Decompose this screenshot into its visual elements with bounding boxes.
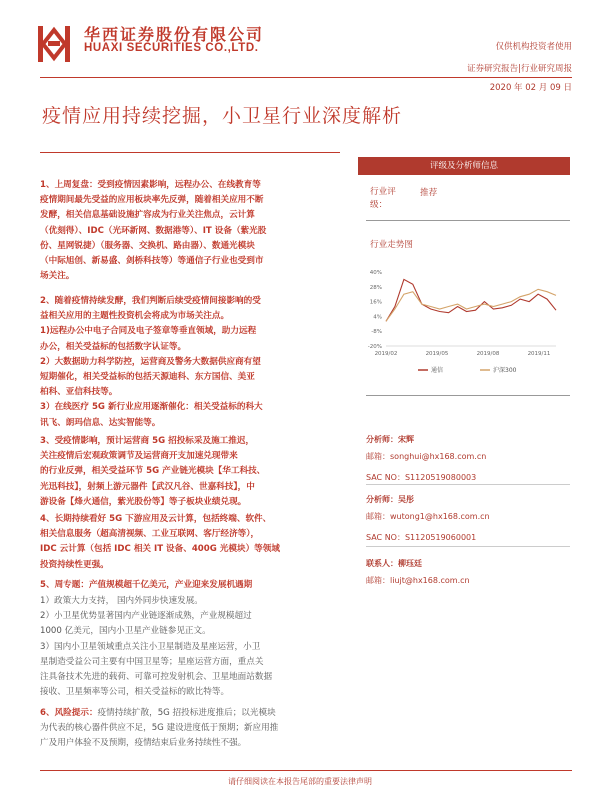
chart-series-line-1 xyxy=(386,289,556,321)
summary-p1: 1、上周复盘：受到疫情因素影响，远程办公、在线教育等 疫情期间最先受益的应用板块率先反弹，随着相关应用不断 发酵，相关信息基础设施扩容成为行业关注焦点，云计算 （优刻得）、IDC（光环新网、数据港等）、IT 设备（紫光股 份、星网锐捷）（服务器、交换机、路由器）、数通光模块 （中际旭创、新易盛、剑桥科技等）等通信子行业也受到市 场关注。 xyxy=(40,180,267,282)
summary-p4: 4、长期持续看好 5G 下游应用及云计算，包括终端、软件、 相关信息服务（超高清视频、工业互联网、客厅经济等）， IDC 云计算（包括 IDC 相关 IT 设备、400G 光模块）等领域 投资持续性更强。 xyxy=(40,514,280,570)
title-divider xyxy=(40,152,340,153)
brand-cn: 华西证券股份有限公司 xyxy=(84,25,265,44)
chart-y-tick: -8% xyxy=(371,329,382,336)
report-title: 疫情应用持续挖掘，小卫星行业深度解析 xyxy=(42,105,403,127)
chart-x-tick: 2019/08 xyxy=(476,351,500,357)
contact-email: liujt@hx168.com.cn xyxy=(390,576,470,585)
trend-label: 行业走势图 xyxy=(370,240,413,250)
analyst2-email: wutong1@hx168.com.cn xyxy=(390,512,490,521)
contact: 联系人：柳珏廷 邮箱：liujt@hx168.com.cn xyxy=(366,559,470,585)
audience-note: 仅供机构投资者使用 xyxy=(495,42,572,52)
chart-y-tick: 40% xyxy=(369,270,382,276)
analyst-divider-1 xyxy=(366,484,570,485)
risk-label: 6、风险提示： xyxy=(40,708,98,718)
chart-series-line-0 xyxy=(386,279,556,321)
analyst1-email: songhui@hx168.com.cn xyxy=(390,452,487,461)
chart-y-tick: 4% xyxy=(373,314,382,321)
chart-legend-label: 沪深300 xyxy=(493,367,517,374)
summary-p6: 6、风险提示：疫情持续扩散，5G 招投标进度推后；以光模块 为代表的核心器件供应不足，5G 建设进度低于预期；新应用推 广及用户体验不及预期，疫情结束后业务持续性不强。 xyxy=(40,708,279,749)
chart-legend-label: 通信 xyxy=(431,367,444,374)
chart-divider xyxy=(366,395,570,396)
rating-label: 行业评级： xyxy=(370,187,396,210)
huaxi-logo-icon xyxy=(34,22,74,66)
analyst-divider-2 xyxy=(366,546,570,547)
chart-x-tick: 2019/11 xyxy=(527,351,551,357)
chart-x-tick: 2019/02 xyxy=(374,351,398,357)
brand-en: HUAXI SECURITIES CO.,LTD. xyxy=(84,42,259,54)
chart-y-tick: 28% xyxy=(369,284,382,291)
industry-trend-chart xyxy=(360,262,570,382)
footer-disclaimer: 请仔细阅读在本报告尾部的重要法律声明 xyxy=(228,777,372,786)
analyst2: 分析师：吴彤 邮箱：wutong1@hx168.com.cn SAC NO：S1120519060001 xyxy=(366,495,490,542)
summary-p2: 2、随着疫情持续发酵，我们判断后续受疫情间接影响的受 益相关应用的主题性投资机会将成为市场关注点。 1)远程办公中电子合同及电子签章等垂直领域，助力远程 办公，相关受益标的包括数字认证等。 2）大数据助力科学防控，运营商及警务大数据供应商有望 短期催化，相关受益标的包括天源迪科、东方国信、美亚 柏科、亚信科技等。 3）在线医疗 5G 新行业应用逐渐催化：相关受益标的科大 讯飞、朗玛信息、达实智能等。 xyxy=(40,296,263,428)
summary-p5-title: 5、周专题：产值规模超千亿美元，产业迎来发展机遇期 xyxy=(40,580,253,590)
rating-panel-title: 评级及分析师信息 xyxy=(358,157,570,175)
chart-y-tick: 16% xyxy=(369,299,382,306)
header-divider xyxy=(40,77,572,78)
analyst1: 分析师：宋辉 邮箱：songhui@hx168.com.cn SAC NO：S1120519080003 xyxy=(366,435,487,482)
summary-p3: 3、受疫情影响，预计运营商 5G 招投标采及施工推迟， 关注疫情后宏观政策调节及运营商开支加速兑现带来 的行业反弹，相关受益环节 5G 产业链光模块【华工科技、 光迅科技】，射频上游元器件【武汉凡谷、世嘉科技】，中 游设备【烽火通信，紫光股份等】等子板块业绩兑现。 xyxy=(40,436,266,507)
report-type: 证券研究报告|行业研究周报 xyxy=(467,64,572,74)
chart-x-tick: 2019/05 xyxy=(425,351,449,357)
rating-value: 推荐 xyxy=(420,188,438,198)
rating-divider xyxy=(366,220,570,221)
report-date: 2020 年 02 月 09 日 xyxy=(489,83,572,93)
chart-y-tick: -20% xyxy=(367,344,382,350)
footer-divider xyxy=(40,770,572,771)
summary-p5: 1）政策大力支持， 国内外同步快速发展。 2）小卫星优势显著国内产业链逐渐成熟，产业规模超过 1000 亿美元，国内小卫星产业链参见正文。 3）国内小卫星领域重点关注小卫星制造及星座运营，小卫 星制造受益公司主要有中国卫星等；星座运营方面，重点关 注具备技术先进的载荷、可靠可控发射机会、卫星地面站数据 接收、卫星频率等公司，相关受益标的欧比特等。 xyxy=(40,596,273,698)
